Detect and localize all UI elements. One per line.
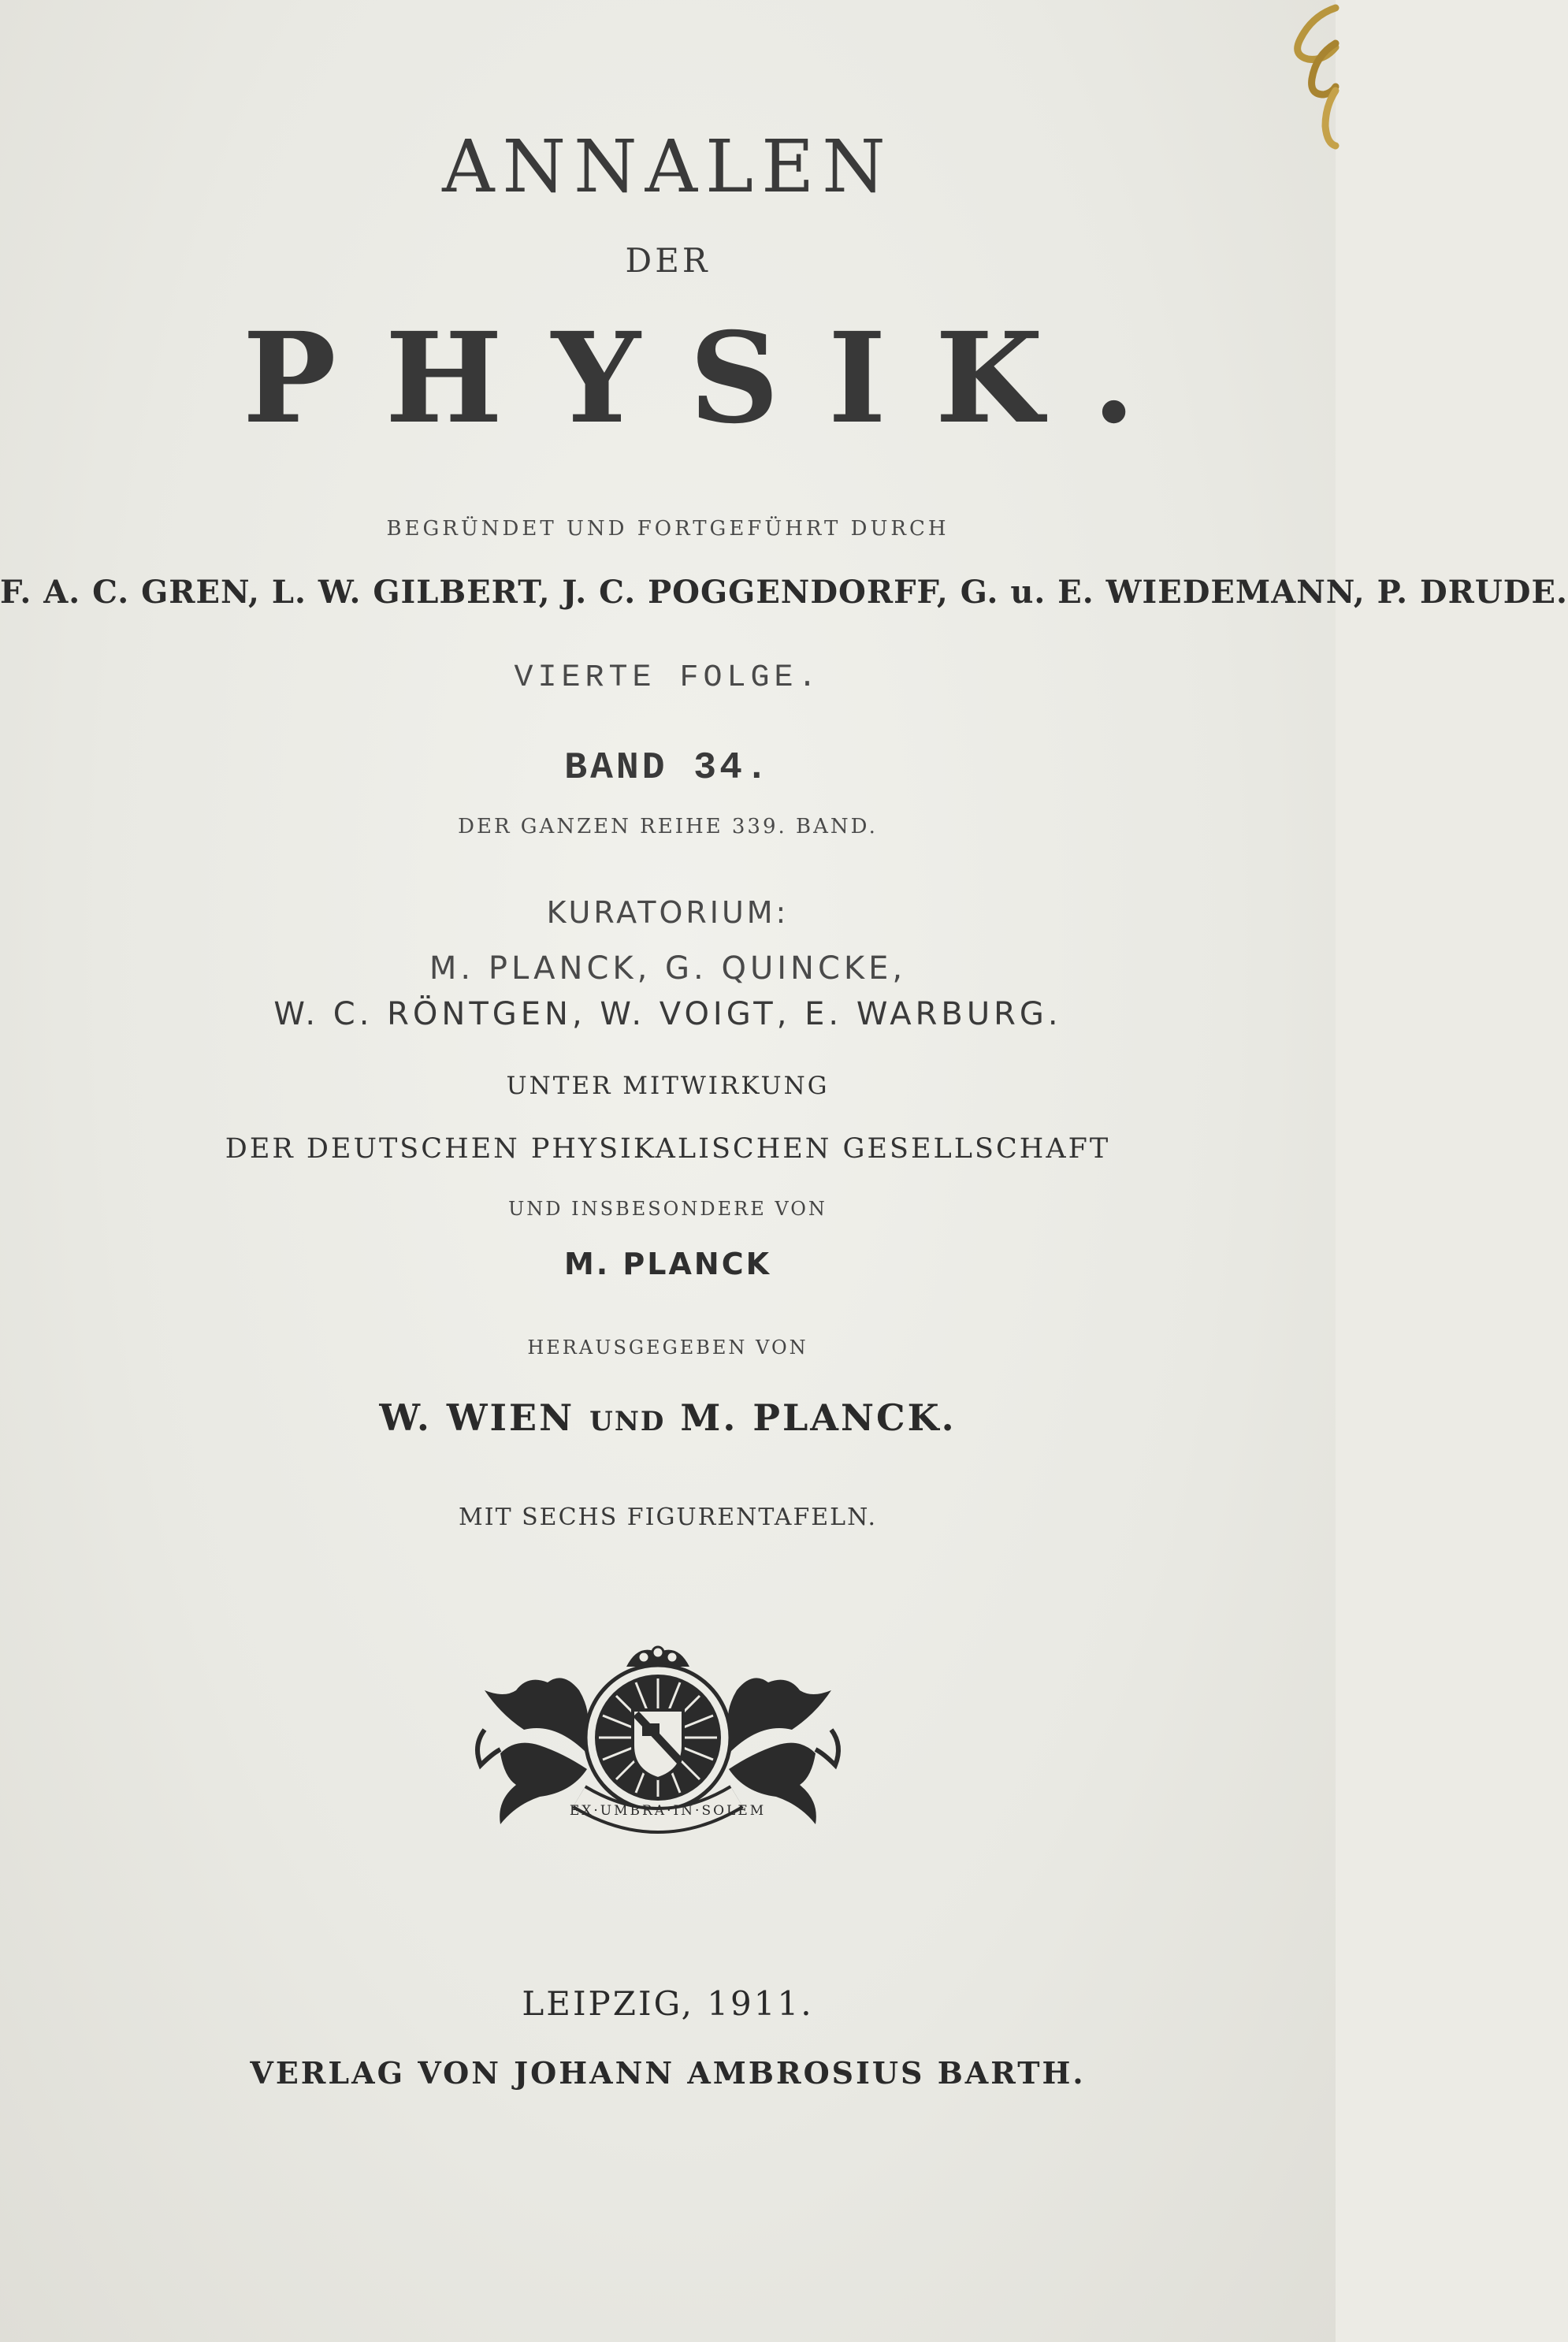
volume-label: BAND 34. bbox=[564, 747, 771, 790]
editors-und: UND bbox=[589, 1406, 666, 1437]
editor-wien: W. WIEN bbox=[379, 1396, 575, 1439]
plates-note: MIT SECHS FIGURENTAFELN. bbox=[459, 1504, 877, 1531]
emblem-motto: EX·UMBRA·IN·SOLEM bbox=[569, 1803, 767, 1819]
founded-by-label: BEGRÜNDET UND FORTGEFÜHRT DURCH bbox=[386, 517, 949, 541]
cooperation-society: DER DEUTSCHEN PHYSIKALISCHEN GESELLSCHAFT bbox=[225, 1133, 1111, 1165]
imprint-place-year: LEIPZIG, 1911. bbox=[522, 1984, 814, 2023]
editor-planck: M. PLANCK. bbox=[680, 1396, 957, 1439]
curatorium-members-line2: W. C. RÖNTGEN, W. VOIGT, E. WARBURG. bbox=[273, 996, 1062, 1032]
curatorium-label: KURATORIUM: bbox=[546, 895, 790, 930]
volume-sub-label: DER GANZEN REIHE 339. BAND. bbox=[458, 815, 878, 838]
editors-label: HERAUSGEGEBEN VON bbox=[527, 1336, 808, 1359]
imprint-publisher: VERLAG VON JOHANN AMBROSIUS BARTH. bbox=[250, 2055, 1086, 2091]
founders-list: F. A. C. GREN, L. W. GILBERT, J. C. POGGENDORFF, G. u. E. WIEDEMANN, P. DRUDE. bbox=[0, 574, 1568, 611]
journal-title-der: DER bbox=[625, 241, 711, 280]
cooperation-especially: UND INSBESONDERE VON bbox=[508, 1198, 827, 1220]
journal-title-physik: PHYSIK. bbox=[242, 306, 1185, 452]
journal-title-annalen: ANNALEN bbox=[442, 125, 894, 209]
cooperation-line1: UNTER MITWIRKUNG bbox=[506, 1072, 830, 1100]
editors-names bbox=[0, 1396, 1336, 1439]
cooperation-planck: M. PLANCK bbox=[563, 1247, 772, 1281]
series-label: VIERTE FOLGE. bbox=[514, 660, 822, 696]
curatorium-members-line1: M. PLANCK, G. QUINCKE, bbox=[429, 950, 907, 987]
